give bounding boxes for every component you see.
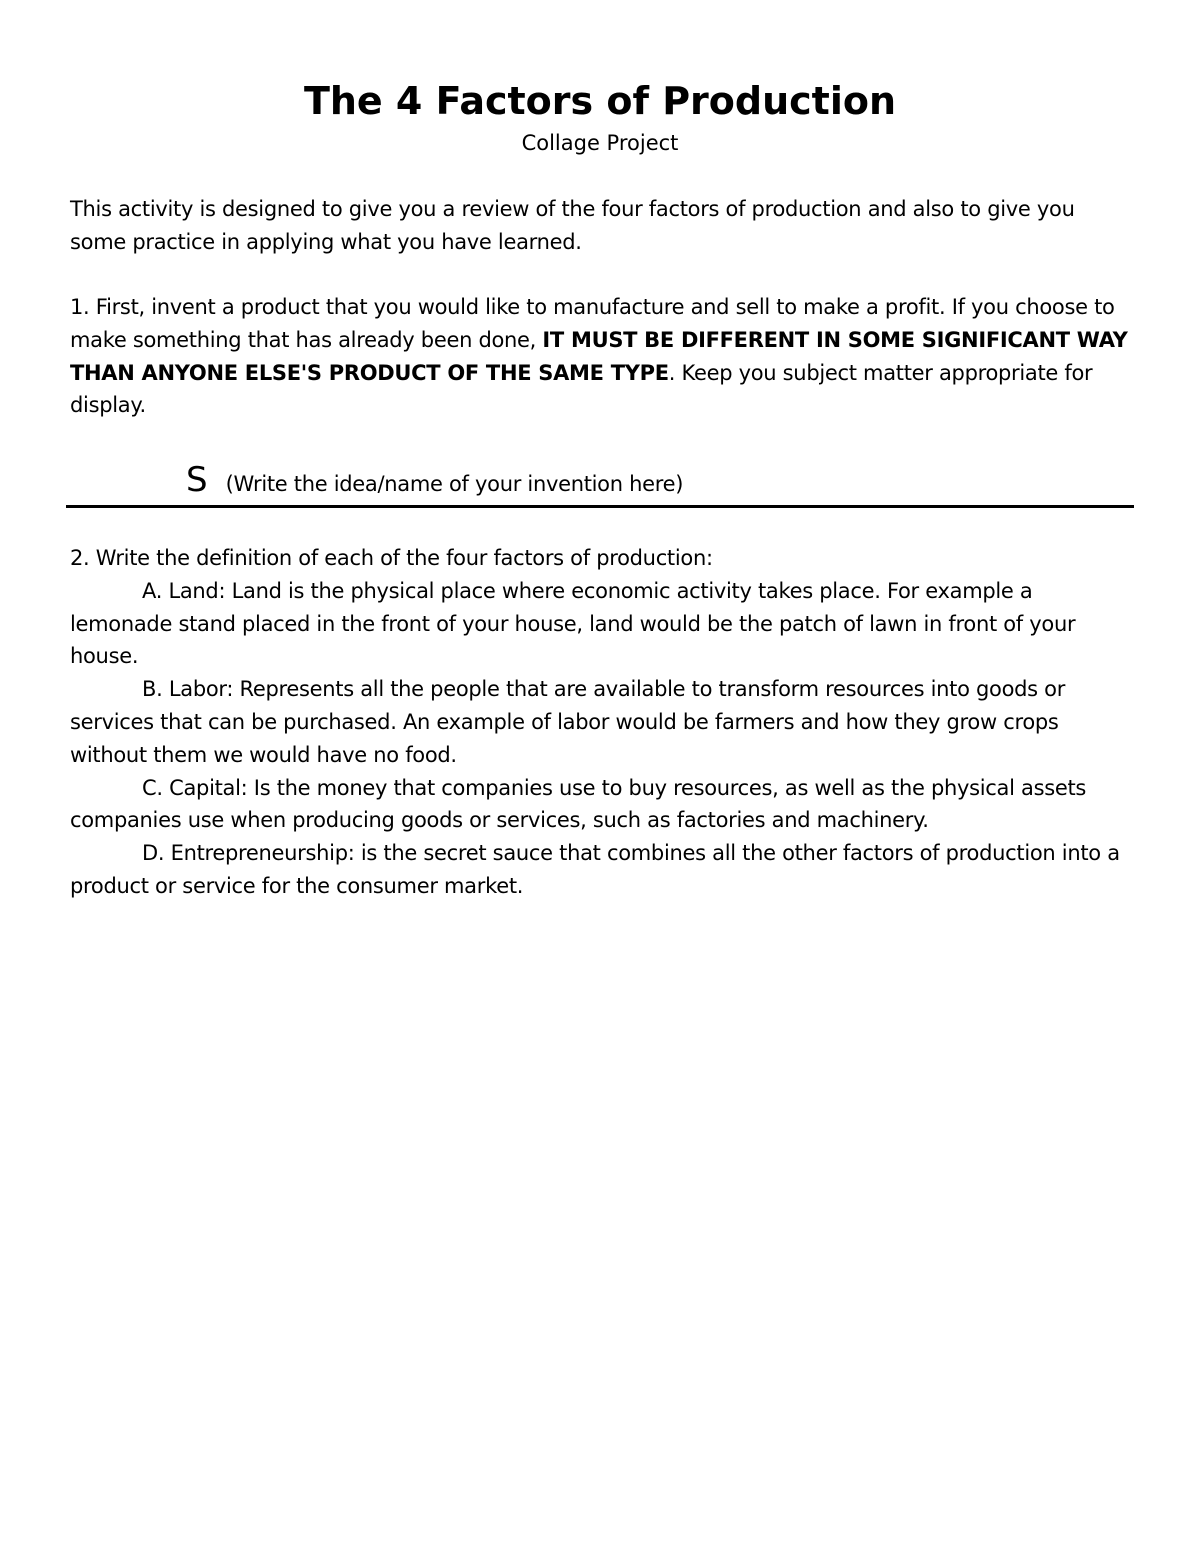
step-1-paragraph (70, 291, 1132, 422)
step-2-section (70, 542, 1132, 903)
invention-letter: S (186, 460, 208, 500)
document-subtitle: Collage Project (521, 131, 679, 155)
factor-entrepreneurship-text: D. Entrepreneurship: is the secret sauce that combines all the other factors of production into a product or service for the consumer market. (70, 841, 1120, 898)
step-2-heading: 2. Write the definition of each of the four factors of production: (70, 546, 713, 570)
step-1-emphasis: IT MUST BE DIFFERENT IN SOME SIGNIFICANT WAY THAN ANYONE ELSE'S PRODUCT OF THE SAME TYPE (70, 327, 1128, 385)
factor-land (70, 575, 1132, 673)
invention-line (186, 458, 683, 502)
factor-capital-text: C. Capital: Is the money that companies use to buy resources, as well as the physical assets companies use when producing goods or services, such as factories and machinery. (70, 775, 1087, 833)
factor-land-text: A. Land: Land is the physical place where economic activity takes place. For example a lemonade stand placed in the front of your house, land would be the patch of lawn in front of your house. (70, 578, 1076, 669)
factor-labor-text: B. Labor: Represents all the people that are available to transform resources into goods or services that can be purchased. An example of labor would be farmers and how they grow crops without them we would have no food. (70, 677, 1066, 767)
intro-paragraph: This activity is designed to give you a review of the four factors of production and also to give you some practice in applying what you have learned. (70, 197, 1075, 254)
factor-labor (70, 673, 1132, 771)
step-1-text: 1. First, invent a product that you would like to manufacture and sell to make a profit. If you choose to make something that has already been done, (70, 295, 1115, 352)
step-1-text-after: . Keep you subject matter appropriate for display. (70, 360, 1093, 418)
document-title: The 4 Factors of Production (303, 79, 897, 123)
factor-entrepreneurship (70, 837, 1132, 903)
factor-capital (70, 772, 1132, 838)
invention-write-line[interactable] (66, 505, 1134, 508)
invention-hint: (Write the idea/name of your invention here) (225, 472, 684, 496)
